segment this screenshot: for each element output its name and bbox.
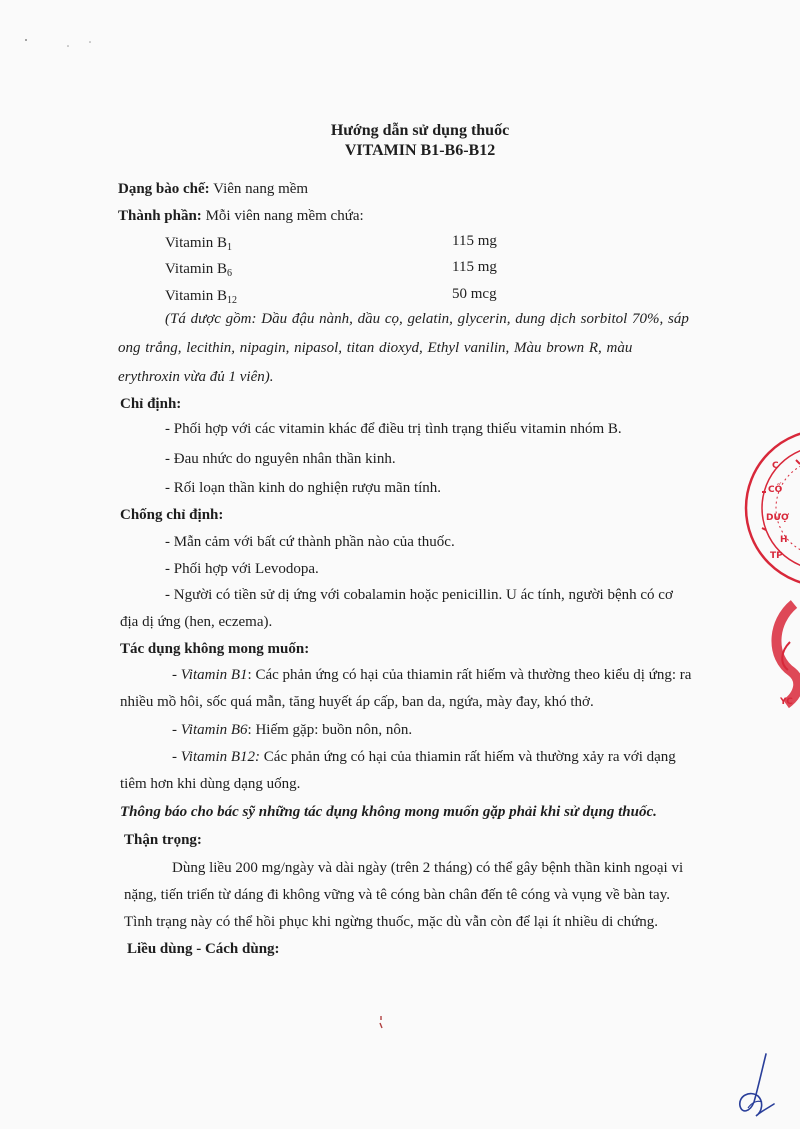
svg-text:TP: TP (770, 551, 783, 561)
scan-mark-icon (376, 1014, 386, 1030)
product-name: VITAMIN B1-B6-B12 (344, 142, 496, 159)
indication-item: - Đau nhức do nguyên nhân thần kinh. (165, 451, 396, 467)
ingredient-amount: 115 mg (452, 233, 497, 249)
svg-text:H: H (780, 535, 788, 545)
indications-heading: Chỉ định: (120, 396, 182, 412)
contraindication-item: - Phối hợp với Levodopa. (165, 561, 319, 577)
contraindication-item: - Mẫn cảm với bất cứ thành phần nào của thuốc. (165, 534, 455, 550)
precautions-heading: Thận trọng: (124, 832, 202, 848)
indication-item: - Phối hợp với các vitamin khác để điều trị tình trạng thiếu vitamin nhóm B. (165, 421, 622, 437)
doctor-notice: Thông báo cho bác sỹ những tác dụng không mong muốn gặp phải khi sử dụng thuốc. (120, 804, 657, 820)
ingredient-name: Vitamin $B_{12}$ (165, 288, 238, 306)
company-stamp-graphic (732, 432, 800, 722)
composition-label: Thành phần: (118, 208, 202, 224)
signature-graphic (728, 1050, 788, 1120)
svg-text:YC: YC (780, 697, 793, 707)
precautions-line: Dùng liều 200 mg/ngày và dài ngày (trên 2 tháng) có thể gây bệnh thần kinh ngoại vi (172, 860, 684, 876)
dosage-heading: Liều dùng - Cách dùng: (127, 941, 280, 957)
side-effect-b6: - Vitamin B6: Hiếm gặp: buồn nôn, nôn. (172, 722, 413, 738)
contraindication-item: địa dị ứng (hen, eczema). (120, 614, 273, 630)
dosage-form-label: Dạng bào chế: (118, 181, 210, 197)
contraindications-heading: Chống chỉ định: (120, 507, 224, 523)
stamp-icon (732, 432, 800, 722)
svg-text:CỐ: CỐ (768, 485, 783, 495)
dosage-form-value: Viên nang mềm (213, 181, 309, 197)
svg-text:DƯỢ: DƯỢ (766, 513, 789, 523)
ingredient-amount: 50 mcg (452, 286, 497, 302)
svg-text:C: C (772, 461, 779, 471)
contraindication-item: - Người có tiền sử dị ứng với cobalamin hoặc penicillin. U ác tính, người bệnh có cơ (165, 587, 673, 603)
side-effects-heading: Tác dụng không mong muốn: (120, 641, 310, 657)
indication-item: - Rối loạn thần kinh do nghiện rượu mãn tính. (165, 480, 442, 496)
side-effect-b12-cont: tiêm hơn khi dùng dạng uống. (120, 776, 301, 792)
ingredient-name: Vitamin $B_6$ (165, 261, 233, 279)
composition-row (118, 208, 364, 225)
excipients-line: (Tá dược gồm: Dầu đậu nành, dầu cọ, gelatin, glycerin, dung dịch sorbitol 70%, sáp (165, 311, 689, 327)
signature-icon (728, 1050, 788, 1120)
side-effect-b1: - Vitamin B1: Các phản ứng có hại của thiamin rất hiếm và thường theo kiểu dị ứng: ra (172, 667, 692, 683)
ingredient-name: Vitamin $B_1$ (165, 235, 233, 253)
document-title: Hướng dẫn sử dụng thuốc (330, 122, 510, 139)
excipients-line: erythroxin vừa đủ 1 viên). (118, 369, 274, 385)
excipients-line: ong trắng, lecithin, nipagin, nipasol, titan dioxyd, Ethyl vanilin, Màu brown R, màu (118, 340, 633, 356)
precautions-line: nặng, tiến triển từ dáng đi không vững và tê cóng bàn chân đến tê cóng và vụng về bàn tay. (124, 887, 670, 903)
ingredient-amount: 115 mg (452, 259, 497, 275)
composition-intro: Mỗi viên nang mềm chứa: (205, 208, 364, 224)
side-effect-b12: - Vitamin B12: Các phản ứng có hại của thiamin rất hiếm và thường xảy ra với dạng (172, 749, 676, 765)
precautions-line: Tình trạng này có thể hồi phục khi ngừng thuốc, mặc dù vẫn còn để lại ít nhiều di chứng. (124, 914, 659, 930)
dosage-form-row (118, 181, 308, 198)
side-effect-b1-cont: nhiều mồ hôi, sốc quá mẫn, tăng huyết áp cấp, ban da, ngứa, mày đay, khó thở. (120, 694, 594, 710)
scan-mark-icon (24, 36, 94, 50)
